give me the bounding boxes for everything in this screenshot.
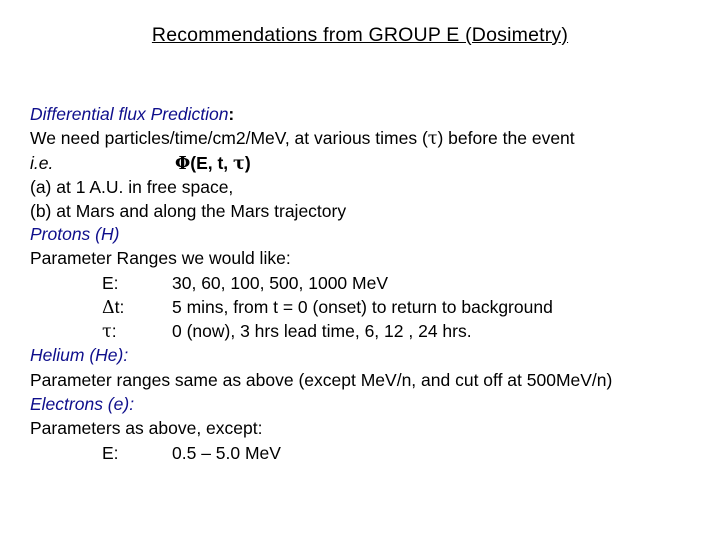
- differential-flux-heading-line: [30, 102, 575, 126]
- need-tail: ) before the event: [437, 128, 575, 149]
- param-value: 5 mins, from t = 0 (onset) to return to background: [172, 296, 553, 317]
- param-label: E:: [102, 442, 119, 463]
- param-label: τ:: [102, 321, 117, 343]
- flux-function: [175, 151, 251, 176]
- species-section: [30, 222, 612, 465]
- differential-flux-section: [30, 102, 575, 223]
- item-a: (a) at 1 A.U. in free space,: [30, 176, 234, 197]
- param-row-energy: [30, 271, 612, 295]
- phi-symbol: Φ: [175, 153, 191, 174]
- differential-flux-heading: Differential flux Prediction: [30, 104, 229, 124]
- delta-symbol: Δ: [102, 297, 115, 318]
- tau-symbol: τ: [427, 129, 438, 150]
- slide-title: Recommendations from GROUP E (Dosimetry): [151, 24, 569, 46]
- protons-heading: Protons (H): [30, 224, 120, 244]
- param-row-lead-time: [30, 319, 612, 343]
- electrons-text: Parameters as above, except:: [30, 418, 263, 439]
- differential-flux-heading-colon: :: [228, 104, 235, 124]
- param-row-time-step: [30, 295, 612, 319]
- flux-function-args: (E, t,: [190, 152, 234, 173]
- helium-text: Parameter ranges same as above (except MeV/n, and cut off at 500MeV/n): [30, 369, 613, 390]
- tau-symbol: τ: [233, 153, 245, 174]
- helium-heading: Helium (He):: [30, 345, 129, 366]
- ie-label: i.e.: [30, 152, 54, 173]
- param-label: Δt:: [102, 296, 125, 318]
- item-b: (b) at Mars and along the Mars trajectory: [30, 201, 347, 222]
- need-line: [30, 126, 575, 150]
- tau-symbol: τ: [102, 322, 112, 343]
- protons-intro: Parameter Ranges we would like:: [30, 248, 291, 269]
- param-row-electron-energy: [30, 441, 612, 465]
- param-value: 0 (now), 3 hrs lead time, 6, 12 , 24 hrs.: [172, 321, 472, 342]
- param-value: 30, 60, 100, 500, 1000 MeV: [172, 272, 388, 293]
- electrons-heading: Electrons (e):: [30, 394, 135, 415]
- ie-line: [30, 151, 575, 175]
- param-value: 0.5 – 5.0 MeV: [172, 442, 281, 463]
- need-text: We need particles/time/cm2/MeV, at various times (: [30, 128, 428, 149]
- flux-function-close: ): [244, 152, 251, 173]
- param-label: E:: [102, 272, 119, 293]
